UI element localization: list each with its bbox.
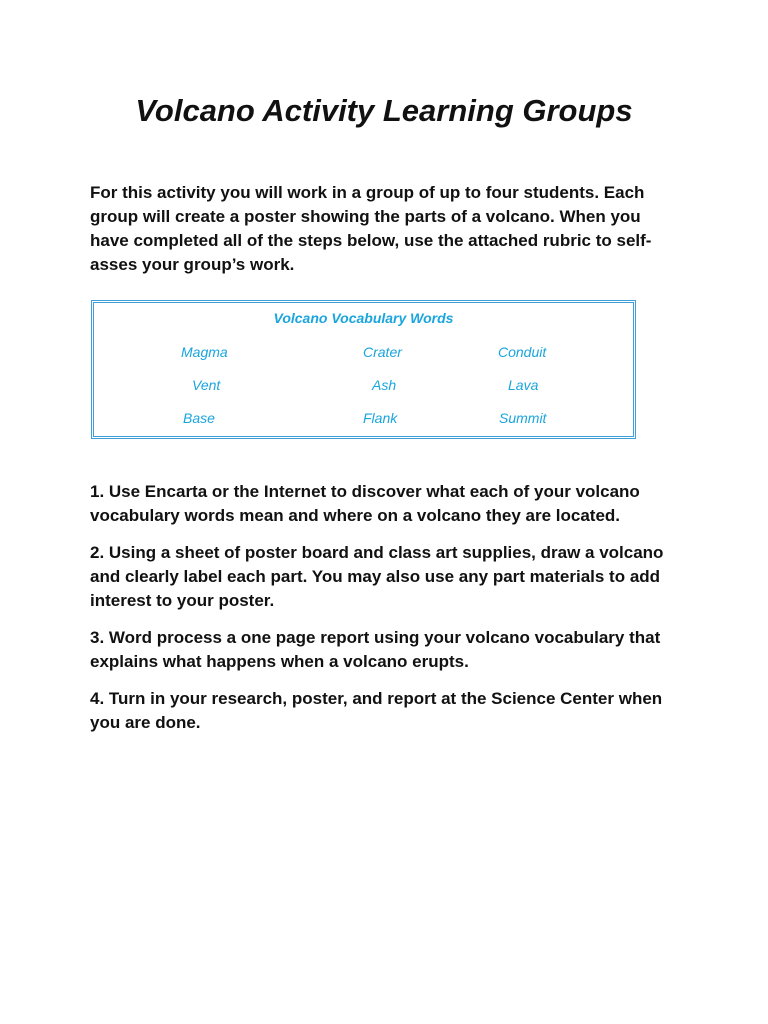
step-1: 1. Use Encarta or the Internet to discover what each of your volcano vocabulary words mean and where on a volcano they are located. — [90, 482, 640, 525]
page-title: Volcano Activity Learning Groups — [135, 93, 633, 128]
steps-list — [90, 480, 680, 748]
vocabulary-heading: Volcano Vocabulary Words — [273, 310, 454, 326]
vocab-word-vent: Vent — [192, 377, 221, 393]
step-4: 4. Turn in your research, poster, and report at the Science Center when you are done. — [90, 689, 663, 732]
vocab-word-crater: Crater — [363, 344, 402, 360]
vocab-word-flank: Flank — [363, 410, 398, 426]
vocab-word-summit: Summit — [499, 410, 547, 426]
vocab-word-magma: Magma — [181, 344, 228, 360]
vocab-word-base: Base — [183, 410, 215, 426]
step-3: 3. Word process a one page report using your volcano vocabulary that explains what happens when a volcano erupts. — [90, 628, 661, 671]
vocab-word-lava: Lava — [508, 377, 539, 393]
vocab-word-conduit: Conduit — [498, 344, 547, 360]
step-2: 2. Using a sheet of poster board and class art supplies, draw a volcano and clearly label each part. You may also use any part materials to add interest to your poster. — [90, 543, 664, 610]
intro-paragraph: For this activity you will work in a group of up to four students. Each group will create a poster showing the parts of a volcano. When you have completed all of the steps below, use the attached rubric to self-asses your group’s work. — [90, 183, 652, 274]
vocab-word-ash: Ash — [372, 377, 397, 393]
vocabulary-box — [91, 300, 636, 439]
